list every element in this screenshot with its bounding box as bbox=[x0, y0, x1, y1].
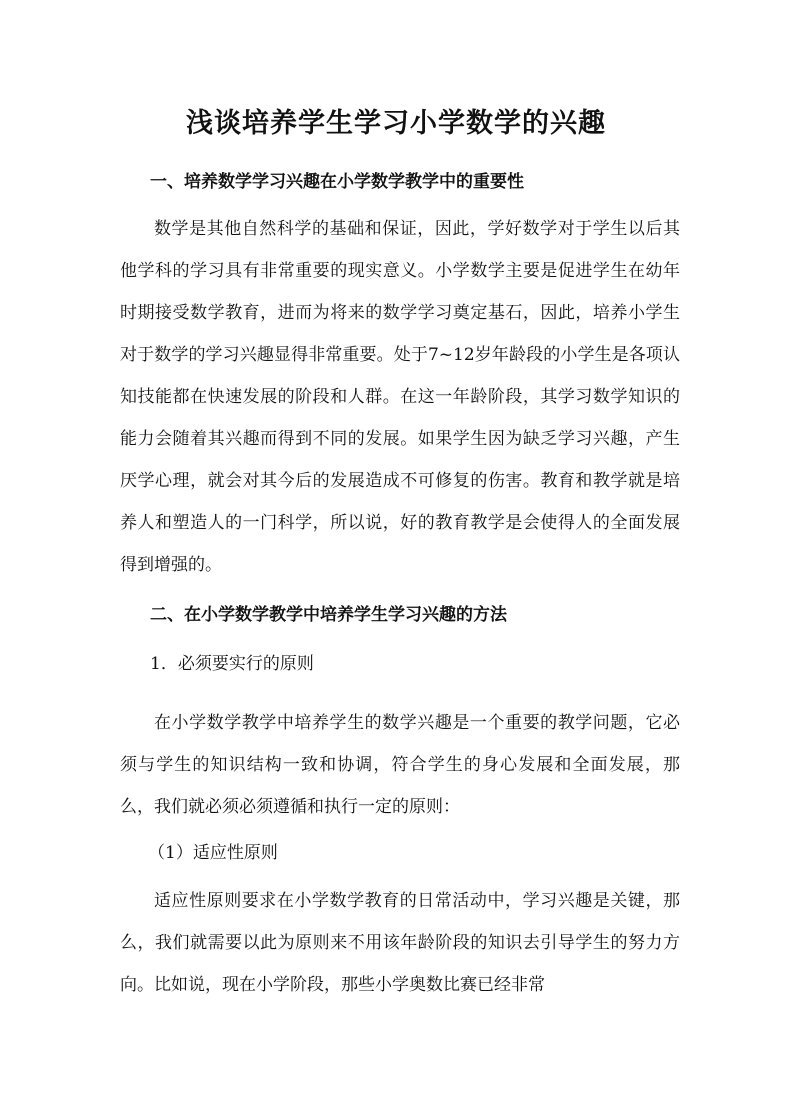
body-paragraph-principles: 在小学数学教学中培养学生的数学兴趣是一个重要的教学问题，它必须与学生的知识结构一致和协调，符合学生的身心发展和全面发展，那么，我们就必须必须遵循和执行一定的原则： bbox=[120, 713, 680, 817]
body-paragraph-importance: 数学是其他自然科学的基础和保证，因此，学好数学对于学生以后其他学科的学习具有非常重要的现实意义。小学数学主要是促进学生在幼年时期接受数学教育，进而为将来的数学学习奠定基石，因此，培养小学生对于数学的学习兴趣显得非常重要。处于7~12岁年龄段的小学生是各项认知技能都在快速发展的阶段和人群。在这一年龄阶段，其学习数学知识的能力会随着其兴趣而得到不同的发展。如果学生因为缺乏学习兴趣，产生厌学心理，就会对其今后的发展造成不可修复的伤害。教育和教学就是培养人和塑造人的一门科学，所以说，好的教育教学是会使得人的全面发展得到增强的。 bbox=[120, 219, 680, 575]
subheading-adaptability: （1）适应性原则 bbox=[148, 843, 278, 863]
section-heading-importance: 一、培养数学学习兴趣在小学数学教学中的重要性 bbox=[150, 172, 524, 192]
subheading-principles: 1．必须要实行的原则 bbox=[150, 654, 314, 674]
page-title: 浅谈培养学生学习小学数学的兴趣 bbox=[186, 108, 606, 139]
section-heading-methods: 二、在小学数学教学中培养学生学习兴趣的方法 bbox=[150, 605, 507, 625]
body-paragraph-adaptability: 适应性原则要求在小学数学教育的日常活动中，学习兴趣是关键，那么，我们就需要以此为原则来不用该年龄阶段的知识去引导学生的努力方向。比如说，现在小学阶段，那些小学奥数比赛已经非常 bbox=[120, 891, 680, 995]
